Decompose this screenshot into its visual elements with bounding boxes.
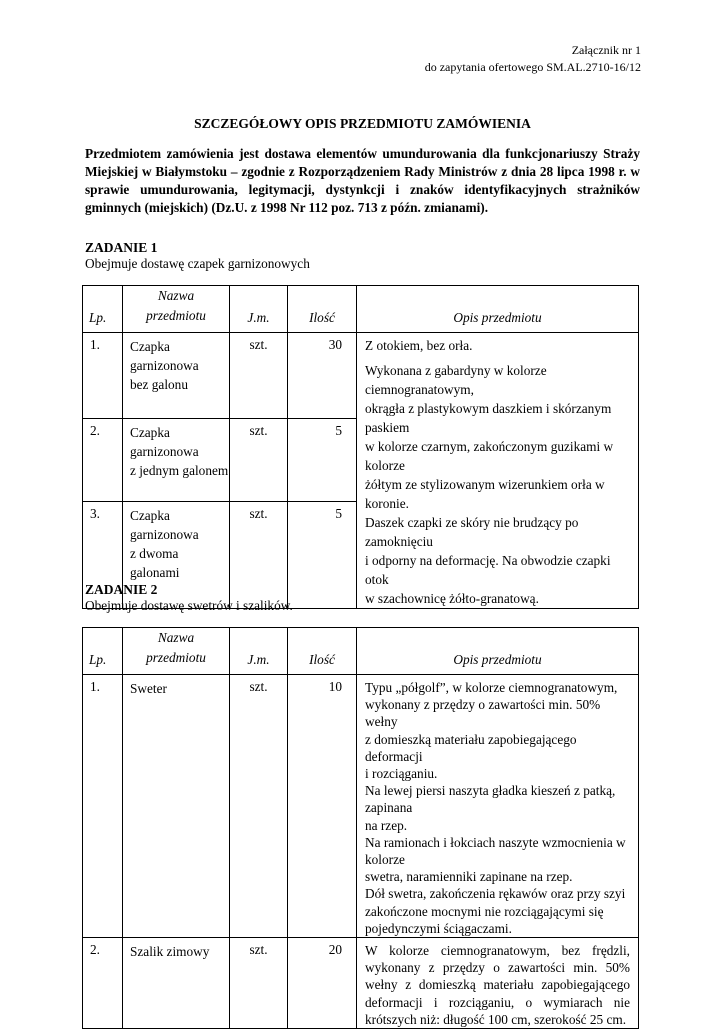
- desc-line: wykonany z przędzy o zawartości min. 50% wełny: [365, 697, 601, 730]
- desc-line: zakończone mocnymi nie rozciągającymi się: [365, 903, 604, 919]
- task1-description: [357, 333, 639, 609]
- desc-line: i odporny na deformację. Na obwodzie czapki otok: [365, 553, 611, 587]
- row-description: [357, 675, 639, 938]
- desc-line: Wykonana z gabardyny w kolorze ciemnogranatowym,: [365, 363, 547, 397]
- row-jm: szt.: [230, 419, 288, 502]
- name-line: garnizonowa: [130, 358, 199, 373]
- task1-subtitle: Obejmuje dostawę czapek garnizonowych: [85, 256, 310, 271]
- row-description: W kolorze ciemnogranatowym, bez frędzli, wykonany z przędzy o zawartości min. 50% wełny z domieszką materiału zapobiegającego deformacji i rozciąganiu, o wymiarach nie krótszych niż: długość 100 cm, szerokość 25 cm.: [357, 938, 639, 1029]
- desc-line: w kolorze czarnym, zakończonym guzikami w kolorze: [365, 439, 614, 473]
- table-row: [83, 333, 639, 419]
- name-line: garnizonowa: [130, 444, 199, 460]
- header-desc: Opis przedmiotu: [357, 286, 639, 333]
- row-lp: 2.: [83, 938, 123, 1029]
- desc-line: Dół swetra, zakończenia rękawów oraz przy szyi: [365, 886, 626, 902]
- page-title: SZCZEGÓŁOWY OPIS PRZEDMIOTU ZAMÓWIENIA: [194, 116, 531, 131]
- annex-line-2: do zapytania ofertowego SM.AL.2710-16/12: [424, 60, 641, 74]
- desc-line: na rzep.: [365, 817, 408, 833]
- desc-line: Z otokiem, bez orła.: [365, 338, 473, 353]
- row-lp: 3.: [83, 502, 123, 609]
- desc-line: Daszek czapki ze skóry nie brudzący po zamoknięciu: [365, 515, 579, 549]
- header-name-line1: Nazwa: [157, 630, 195, 645]
- desc-line: żółtym ze stylizowanym wizerunkiem orła w koronie.: [365, 477, 605, 511]
- row-qty: 5: [288, 419, 357, 502]
- row-jm: szt.: [230, 333, 288, 419]
- header-desc: Opis przedmiotu: [357, 628, 639, 675]
- row-jm: szt.: [230, 675, 288, 938]
- row-lp: 1.: [83, 675, 123, 938]
- name-line: Czapka: [130, 508, 170, 524]
- name-line: bez galonu: [130, 377, 188, 392]
- desc-line: z domieszką materiału zapobiegającego deformacji: [365, 731, 577, 764]
- name-line: z dwoma: [130, 546, 179, 562]
- desc-line: w szachownicę żółto-granatową.: [365, 591, 539, 606]
- desc-line: okrągła z plastykowym daszkiem i skórzanym paskiem: [365, 401, 612, 435]
- header-lp: Lp.: [83, 628, 123, 675]
- row-qty: 10: [288, 675, 357, 938]
- header-jm: J.m.: [230, 286, 288, 333]
- row-name: [123, 333, 230, 419]
- desc-line: swetra, naramienniki zapinane na rzep.: [365, 869, 573, 885]
- task2-heading: ZADANIE 2: [85, 582, 158, 597]
- row-name: [123, 419, 230, 502]
- annex-reference: [425, 42, 641, 76]
- row-lp: 1.: [83, 333, 123, 419]
- desc-line: Typu „półgolf”, w kolorze ciemnogranatowym,: [365, 680, 618, 695]
- annex-line-1: Załącznik nr 1: [571, 43, 641, 57]
- row-qty: 30: [288, 333, 357, 419]
- task1-table: [82, 285, 639, 609]
- row-lp: 2.: [83, 419, 123, 502]
- row-qty: 20: [288, 938, 357, 1029]
- row-name: Szalik zimowy: [123, 938, 230, 1029]
- desc-line: pojedynczymi ściągaczami.: [365, 920, 512, 936]
- row-jm: szt.: [230, 502, 288, 609]
- row-qty: 5: [288, 502, 357, 609]
- table-header-row: [83, 628, 639, 675]
- header-qty: Ilość: [288, 628, 357, 675]
- header-lp: Lp.: [83, 286, 123, 333]
- table-header-row: [83, 286, 639, 333]
- header-name: [123, 286, 230, 333]
- header-jm: J.m.: [230, 628, 288, 675]
- task2-subtitle: Obejmuje dostawę swetrów i szalików.: [85, 598, 293, 613]
- name-line: galonami: [130, 565, 180, 581]
- name-line: Czapka: [130, 425, 170, 441]
- row-name: Sweter: [123, 675, 230, 938]
- name-line: z jednym galonem: [130, 463, 229, 479]
- name-line: Czapka: [130, 339, 170, 354]
- header-name-line2: przedmiotu: [146, 308, 206, 323]
- intro-paragraph: Przedmiotem zamówienia jest dostawa elementów umundurowania dla funkcjonariuszy Straży Miejskiej w Białymstoku – zgodnie z Rozporządzeniem Rady Ministrów z dnia 28 lipca 1998 r. w sprawie umundurowania, legitymacji, dystynkcji i znaków identyfikacyjnych strażników gminnych (miejskich) (Dz.U. z 1998 Nr 112 poz. 713 z późn. zmianami).: [85, 146, 640, 215]
- task1-heading: ZADANIE 1: [85, 240, 158, 255]
- header-name: [123, 628, 230, 675]
- header-name-line2: przedmiotu: [146, 650, 206, 665]
- table-row: [83, 675, 639, 938]
- row-jm: szt.: [230, 938, 288, 1029]
- desc-line: i rozciąganiu.: [365, 766, 438, 782]
- table-row: [83, 938, 639, 1029]
- header-name-line1: Nazwa: [157, 288, 195, 303]
- header-qty: Ilość: [288, 286, 357, 333]
- name-line: garnizonowa: [130, 527, 199, 543]
- desc-line: Na ramionach i łokciach naszyte wzmocnienia w kolorze: [365, 834, 626, 868]
- task2-table: [82, 627, 639, 1029]
- desc-line: Na lewej piersi naszyta gładka kieszeń z patką, zapinana: [365, 783, 616, 816]
